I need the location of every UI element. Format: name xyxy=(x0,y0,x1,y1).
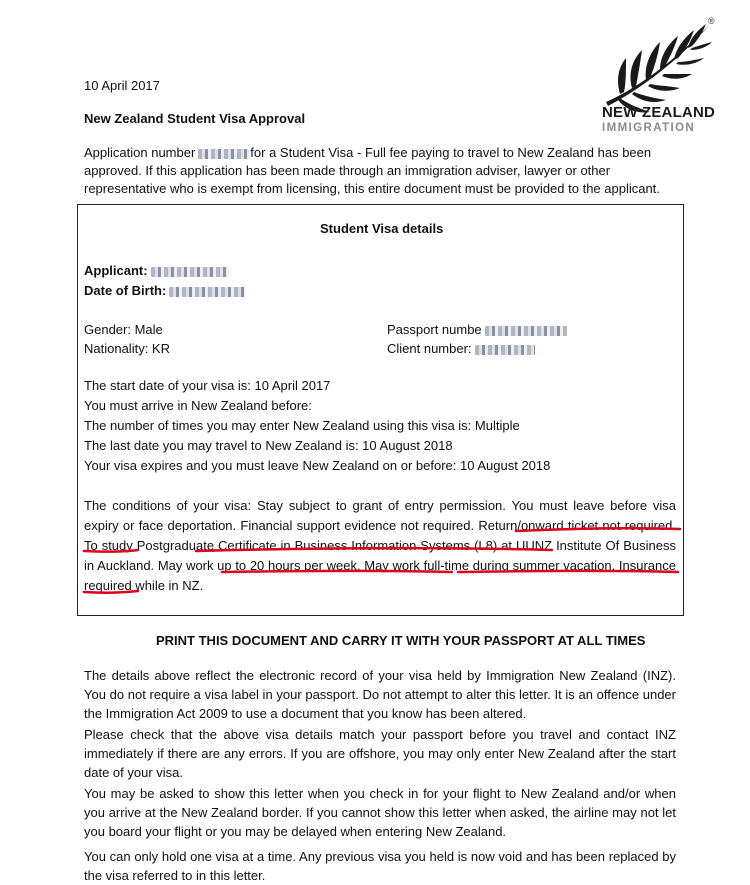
paragraph-check-details: Please check that the above visa details match your passport before you travel and contact INZ immediately if there are any errors. If you are offshore, you may only enter New Zealand after the start date of your visa. xyxy=(84,727,676,780)
letter-heading: New Zealand Student Visa Approval xyxy=(84,111,306,126)
last-travel-date: The last date you may travel to New Zealand is: 10 August 2018 xyxy=(84,438,453,453)
logo-subtitle: IMMIGRATION xyxy=(602,122,696,134)
visa-start-date: The start date of your visa is: 10 April 2017 xyxy=(84,378,331,393)
number-of-entries: The number of times you may enter New Zealand using this visa is: Multiple xyxy=(84,418,520,433)
applicant-label: Applicant: xyxy=(84,263,148,278)
nationality-line: Nationality: KR xyxy=(84,341,170,356)
intro-line-1a: Application number xyxy=(84,145,196,160)
print-notice: PRINT THIS DOCUMENT AND CARRY IT WITH YOUR PASSPORT AT ALL TIMES xyxy=(156,633,646,648)
intro-line-2: approved. If this application has been made through an immigration adviser, lawyer or other xyxy=(84,163,611,178)
client-label: Client number: xyxy=(387,341,472,356)
visa-conditions: The conditions of your visa: Stay subject to grant of entry permission. You must leave before visa expiry or face deportation. Financial support evidence not required. Return/onward ticket not required. To study Postgraduate Certificate in Business Information Systems (L8) at UUNZ Institute Of Business in Auckland. May work up to 20 hours per week. May work full-time during summer vacation. Insurance required while in NZ. xyxy=(84,498,676,593)
paragraph-show-letter: You may be asked to show this letter when you check in for your flight to New Zealand and/or when you arrive at the New Zealand border. If you cannot show this letter when asked, the airline may not let you board your flight or you may be delayed when entering New Zealand. xyxy=(84,786,676,839)
dob-label: Date of Birth: xyxy=(84,283,167,298)
gender-line: Gender: Male xyxy=(84,322,163,337)
paragraph-one-visa: You can only hold one visa at a time. Any previous visa you held is now void and has been replaced by the visa referred to in this letter. xyxy=(84,849,676,883)
passport-label: Passport numbe xyxy=(387,322,482,337)
registered-mark: ® xyxy=(708,16,715,26)
arrive-before: You must arrive in New Zealand before: xyxy=(84,398,312,413)
details-title: Student Visa details xyxy=(320,221,444,236)
logo-title: NEW ZEALAND xyxy=(602,104,716,121)
paragraph-electronic-record: The details above reflect the electronic record of your visa held by Immigration New Zealand (INZ). You do not require a visa label in your passport. Do not attempt to alter this letter. It is an offence under the Immigration Act 2009 to use a document that you know has been altered. xyxy=(84,668,676,721)
intro-line-1b: for a Student Visa - Full fee paying to travel to New Zealand has been xyxy=(250,145,652,160)
letter-date: 10 April 2017 xyxy=(84,78,160,93)
visa-expiry-date: Your visa expires and you must leave New Zealand on or before: 10 August 2018 xyxy=(84,458,551,473)
intro-line-3: representative who is exempt from licensing, this entire document must be provided to the applicant. xyxy=(84,181,660,196)
